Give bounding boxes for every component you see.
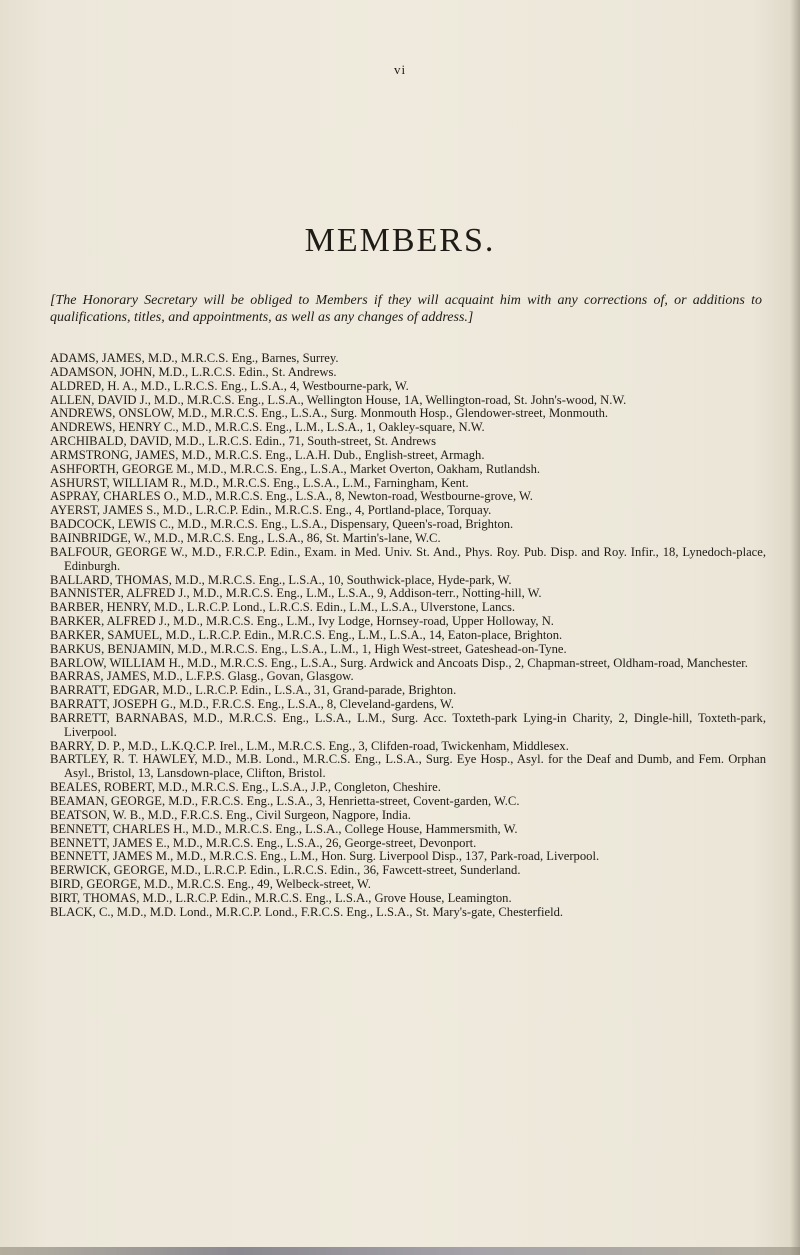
member-entry: ALLEN, DAVID J., M.D., M.R.C.S. Eng., L.S.A., Wellington House, 1A, Wellington-road, St. John's-wood, N.W.: [50, 392, 627, 407]
member-entry: ASHURST, WILLIAM R., M.D., M.R.C.S. Eng., L.S.A., L.M., Farningham, Kent.: [50, 475, 469, 490]
member-entry: BIRT, THOMAS, M.D., L.R.C.P. Edin., M.R.C.S. Eng., L.S.A., Grove House, Leamington.: [50, 890, 512, 905]
member-entry: BALLARD, THOMAS, M.D., M.R.C.S. Eng., L.S.A., 10, Southwick-place, Hyde-park, W.: [50, 572, 512, 587]
member-entry: BIRD, GEORGE, M.D., M.R.C.S. Eng., 49, Welbeck-street, W.: [50, 877, 371, 892]
member-entry: BARKER, ALFRED J., M.D., M.R.C.S. Eng., L.M., Ivy Lodge, Hornsey-road, Upper Holloway, N.: [50, 614, 554, 629]
member-entry: BEAMAN, GEORGE, M.D., F.R.C.S. Eng., L.S.A., 3, Henrietta-street, Covent-garden, W.C.: [50, 794, 520, 808]
page-number: vi: [393, 62, 407, 77]
member-entry: BENNETT, CHARLES H., M.D., M.R.C.S. Eng., L.S.A., College House, Hammersmith, W.: [50, 821, 518, 836]
member-entry: BALFOUR, GEORGE W., M.D., F.R.C.P. Edin., Exam. in Med. Univ. St. And., Phys. Roy. Pub. Disp. and Roy. Infir., 18, Lynedoch-place, Edinburgh.: [50, 544, 766, 573]
member-entry: BEATSON, W. B., M.D., F.R.C.S. Eng., Civil Surgeon, Nagpore, India.: [50, 807, 411, 822]
member-entry: BARKER, SAMUEL, M.D., L.R.C.P. Edin., M.R.C.S. Eng., L.M., L.S.A., 14, Eaton-place, Brighton.: [50, 627, 563, 642]
member-entry: ARMSTRONG, JAMES, M.D., M.R.C.S. Eng., L.A.H. Dub., English-street, Armagh.: [50, 447, 485, 462]
member-entry: BARLOW, WILLIAM H., M.D., M.R.C.S. Eng., L.S.A., Surg. Ardwick and Ancoats Disp., 2, Chapman-street, Oldham-road, Manchester.: [50, 655, 748, 670]
member-entry: BANNISTER, ALFRED J., M.D., M.R.C.S. Eng., L.M., L.S.A., 9, Addison-terr., Notting-hill, W.: [50, 586, 542, 601]
member-entry: BERWICK, GEORGE, M.D., L.R.C.P. Edin., L.R.C.S. Edin., 36, Fawcett-street, Sunderland.: [50, 863, 521, 878]
member-entry: BENNETT, JAMES M., M.D., M.R.C.S. Eng., L.M., Hon. Surg. Liverpool Disp., 137, Park-road, Liverpool.: [50, 849, 600, 864]
member-entry: BARRY, D. P., M.D., L.K.Q.C.P. Irel., L.M., M.R.C.S. Eng., 3, Clifden-road, Twickenham, Middlesex.: [50, 738, 569, 753]
member-entry: ADAMSON, JOHN, M.D., L.R.C.S. Edin., St. Andrews.: [50, 364, 337, 379]
member-entry: BAINBRIDGE, W., M.D., M.R.C.S. Eng., L.S.A., 86, St. Martin's-lane, W.C.: [50, 530, 441, 545]
member-entry: ASHFORTH, GEORGE M., M.D., M.R.C.S. Eng., L.S.A., Market Overton, Oakham, Rutlandsh.: [50, 461, 541, 476]
page-bottom-edge: [0, 1247, 800, 1255]
member-list: [50, 352, 766, 920]
member-entry: BARRATT, EDGAR, M.D., L.R.C.P. Edin., L.S.A., 31, Grand-parade, Brighton.: [50, 683, 457, 698]
member-entry: ALDRED, H. A., M.D., L.R.C.S. Eng., L.S.A., 4, Westbourne-park, W.: [50, 378, 409, 393]
member-entry: BLACK, C., M.D., M.D. Lond., M.R.C.P. Lond., F.R.C.S. Eng., L.S.A., St. Mary's-gate, Chesterfield.: [50, 904, 564, 919]
page-title: MEMBERS.: [304, 222, 496, 259]
page-edge-shadow: [790, 0, 800, 1255]
member-entry: ARCHIBALD, DAVID, M.D., L.R.C.S. Edin., 71, South-street, St. Andrews: [50, 434, 436, 449]
member-entry: AYERST, JAMES S., M.D., L.R.C.P. Edin., M.R.C.S. Eng., 4, Portland-place, Torquay.: [50, 503, 492, 518]
member-entry: BARRATT, JOSEPH G., M.D., F.R.C.S. Eng., L.S.A., 8, Cleveland-gardens, W.: [50, 697, 454, 712]
member-entry: BARRETT, BARNABAS, M.D., M.R.C.S. Eng., L.S.A., L.M., Surg. Acc. Toxteth-park Lying-in Charity, 2, Dingle-hill, Toxteth-park, Liverpool.: [50, 710, 766, 739]
member-entry: ANDREWS, ONSLOW, M.D., M.R.C.S. Eng., L.S.A., Surg. Monmouth Hosp., Glendower-street, Monmouth.: [50, 406, 609, 421]
member-entry: BENNETT, JAMES E., M.D., M.R.C.S. Eng., L.S.A., 26, George-street, Devonport.: [50, 835, 477, 850]
member-entry: BARBER, HENRY, M.D., L.R.C.P. Lond., L.R.C.S. Edin., L.M., L.S.A., Ulverstone, Lancs.: [50, 600, 516, 615]
member-entry: ASPRAY, CHARLES O., M.D., M.R.C.S. Eng., L.S.A., 8, Newton-road, Westbourne-grove, W.: [50, 489, 533, 504]
member-entry: BARTLEY, R. T. HAWLEY, M.D., M.B. Lond., M.R.C.S. Eng., L.S.A., Surg. Eye Hosp., Asyl. for the Deaf and Dumb, and Fem. Orphan Asyl., Bristol, 13, Lansdown-place, Clifton, Bristol.: [50, 752, 766, 781]
member-entry: ANDREWS, HENRY C., M.D., M.R.C.S. Eng., L.M., L.S.A., 1, Oakley-square, N.W.: [50, 420, 485, 435]
member-entry: BARRAS, JAMES, M.D., L.F.P.S. Glasg., Govan, Glasgow.: [50, 669, 354, 684]
editorial-note: [The Honorary Secretary will be obliged to Members if they will acquaint him with any corrections of, or additions to qualifications, titles, and appointments, as well as any changes of address.]: [50, 293, 762, 325]
member-entry: BADCOCK, LEWIS C., M.D., M.R.C.S. Eng., L.S.A., Dispensary, Queen's-road, Brighton.: [50, 517, 514, 532]
member-entry: BEALES, ROBERT, M.D., M.R.C.S. Eng., L.S.A., J.P., Congleton, Cheshire.: [50, 780, 441, 795]
member-entry: BARKUS, BENJAMIN, M.D., M.R.C.S. Eng., L.S.A., L.M., 1, High West-street, Gateshead-on-Tyne.: [50, 641, 567, 656]
member-entry: ADAMS, JAMES, M.D., M.R.C.S. Eng., Barnes, Surrey.: [50, 351, 339, 365]
